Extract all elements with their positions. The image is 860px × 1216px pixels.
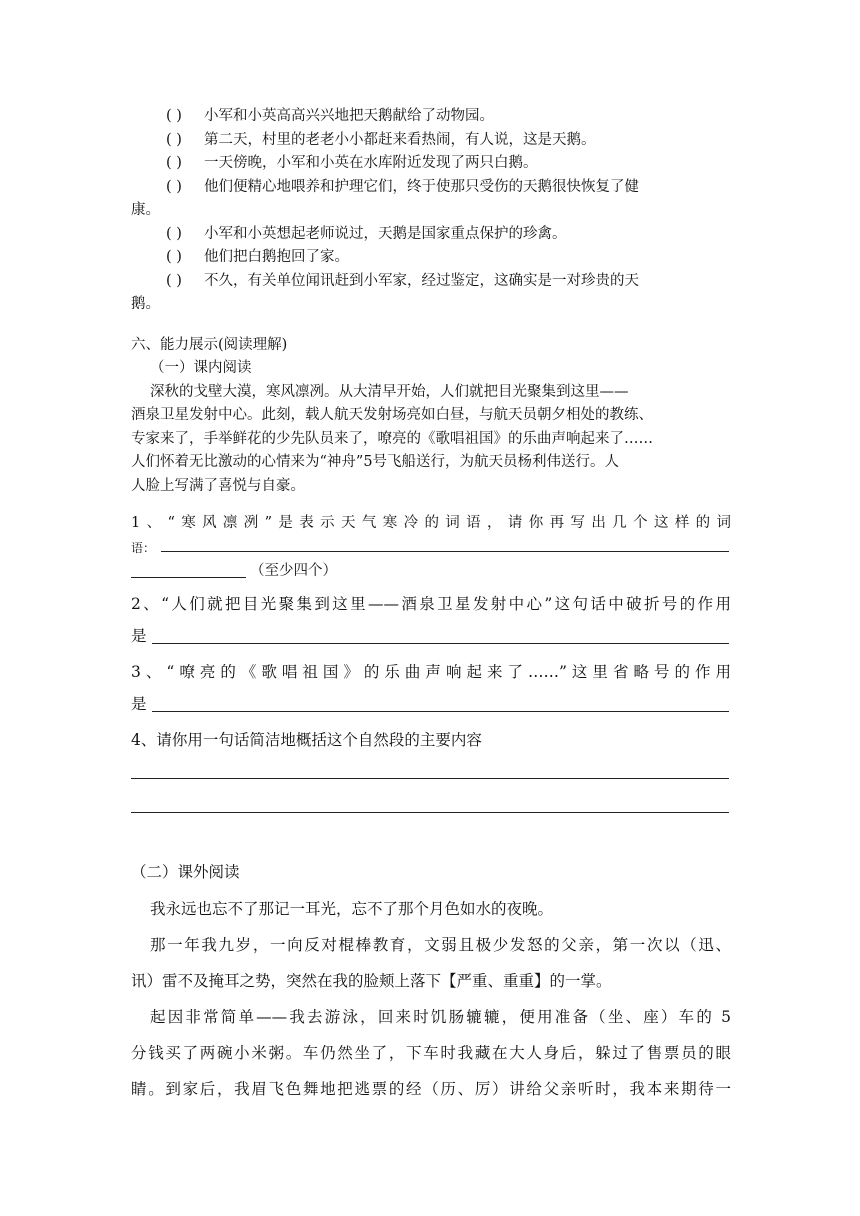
ordering-item-3: ( ) 一天傍晚，小军和小英在水库附近发现了两只白鹅。 xyxy=(166,155,538,171)
ordering-item-4-cont: 康。 xyxy=(131,202,160,218)
passage-line: 人脸上写满了喜悦与自豪。 xyxy=(131,478,305,494)
ordering-item-2: ( ) 第二天，村里的老老小小都赶来看热闹，有人说，这是天鹅。 xyxy=(166,132,596,148)
ordering-item-5: ( ) 小军和小英想起老师说过，天鹅是国家重点保护的珍禽。 xyxy=(166,226,567,242)
passage-line: 酒泉卫星发射中心。此刻，载人航天发射场亮如白昼，与航天员朝夕相处的教练、 xyxy=(131,407,653,423)
answer-paren[interactable]: ( ) xyxy=(166,273,182,289)
passage-line: 专家来了，手举鲜花的少先队员来了，嘹亮的《歌唱祖国》的乐曲声响起来了…… xyxy=(131,431,653,447)
question-1: 1、“寒风凛冽”是表示天气寒冷的词语，请你再写出几个这样的词 xyxy=(131,515,731,531)
part2-line: 讯）雷不及掩耳之势，突然在我的脸颊上落下【严重、重重】的一掌。 xyxy=(131,972,612,990)
part1-title: （一）课内阅读 xyxy=(150,360,252,376)
part2-line: 睛。到家后，我眉飞色舞地把逃票的经（历、厉）讲给父亲听时，我本来期待一 xyxy=(131,1080,731,1098)
question-3: 3、“嘹亮的《歌唱祖国》的乐曲声响起来了……”这里省略号的作用 xyxy=(131,663,731,681)
part2-line: 起因非常简单——我去游泳，回来时饥肠辘辘，便用准备（坐、座）车的 5 xyxy=(150,1008,731,1026)
answer-line[interactable] xyxy=(131,577,246,578)
ordering-item-6: ( ) 他们把白鹅抱回了家。 xyxy=(166,249,349,265)
passage-line: 人们怀着无比激动的心情来为“神舟”5号飞船送行，为航天员杨利伟送行。人 xyxy=(131,454,620,470)
answer-paren[interactable]: ( ) xyxy=(166,132,182,148)
answer-line[interactable] xyxy=(152,643,729,644)
question-3-tail: 是 xyxy=(131,695,147,713)
answer-paren[interactable]: ( ) xyxy=(166,155,182,171)
ordering-item-7-cont: 鹅。 xyxy=(131,296,160,312)
section-title: 六、能力展示(阅读理解) xyxy=(131,337,288,353)
answer-paren[interactable]: ( ) xyxy=(166,249,182,265)
passage-line: 深秋的戈壁大漠，寒风凛冽。从大清早开始，人们就把目光聚集到这里—— xyxy=(150,384,629,400)
question-2: 2、“人们就把目光聚集到这里——酒泉卫星发射中心”这句话中破折号的作用 xyxy=(131,595,731,613)
answer-line[interactable] xyxy=(131,812,729,813)
question-2-tail: 是 xyxy=(131,627,147,645)
ordering-item-4: ( ) 他们便精心地喂养和护理它们，终于使那只受伤的天鹅很快恢复了健 xyxy=(166,179,639,195)
part2-title: （二）课外阅读 xyxy=(131,863,240,881)
question-1-note: （至少四个） xyxy=(250,563,337,579)
answer-line[interactable] xyxy=(161,551,729,552)
ordering-item-1: ( ) 小军和小英高高兴兴地把天鹅献给了动物园。 xyxy=(166,108,494,124)
answer-paren[interactable]: ( ) xyxy=(166,108,182,124)
part2-line: 我永远也忘不了那记一耳光，忘不了那个月色如水的夜晚。 xyxy=(150,900,554,918)
part2-line: 分钱买了两碗小米粥。车仍然坐了，下车时我藏在大人身后，躲过了售票员的眼 xyxy=(131,1044,731,1062)
answer-line[interactable] xyxy=(152,711,729,712)
question-4: 4、请你用一句话简洁地概括这个自然段的主要内容 xyxy=(131,731,482,749)
ordering-item-7: ( ) 不久，有关单位闻讯赶到小军家，经过鉴定，这确实是一对珍贵的天 xyxy=(166,273,639,289)
answer-paren[interactable]: ( ) xyxy=(166,179,182,195)
part2-line: 那一年我九岁，一向反对棍棒教育，文弱且极少发怒的父亲，第一次以（迅、 xyxy=(150,936,731,954)
answer-paren[interactable]: ( ) xyxy=(166,226,182,242)
answer-line[interactable] xyxy=(131,778,729,779)
question-1-tail: 语： xyxy=(131,541,156,555)
